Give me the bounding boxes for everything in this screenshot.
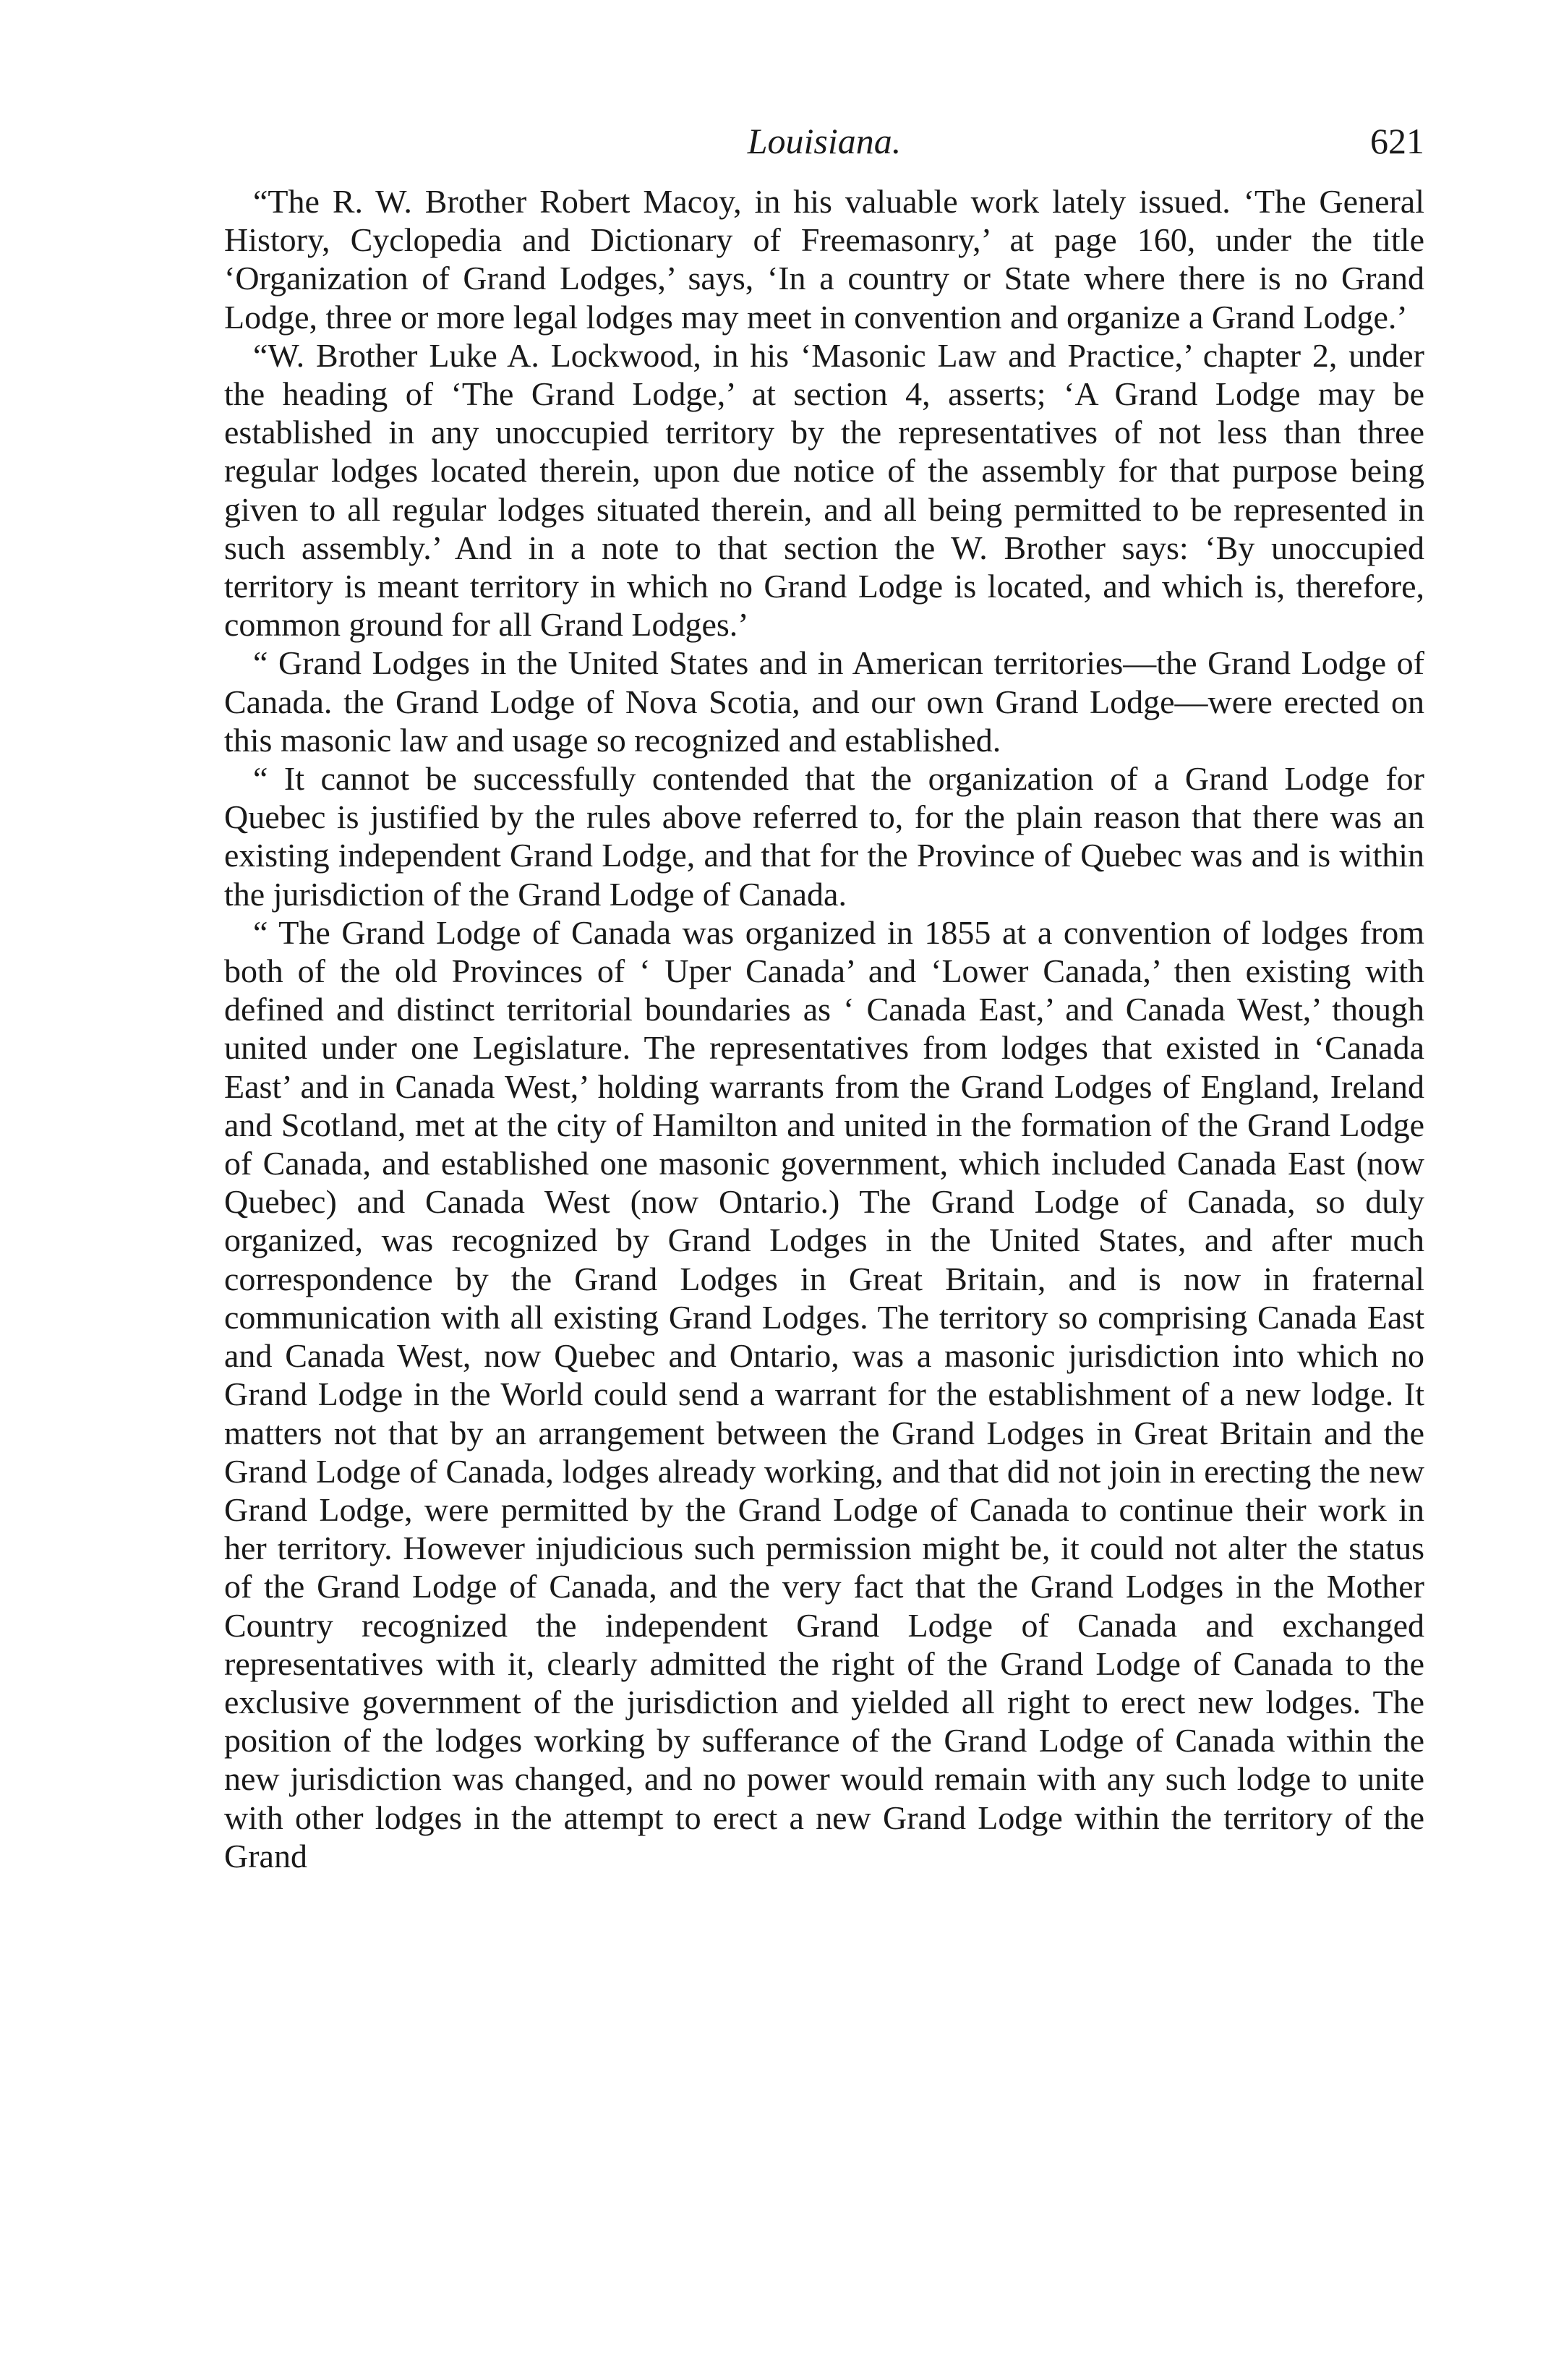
paragraph-canada-history: “ The Grand Lodge of Canada was organized in 1855 at a convention of lodges from both of the old Provinces of ‘ Uper Canada’ and ‘Lower Canada,’ then existing with defined and distinct territorial boundaries as ‘ Canada East,’ and Canada West,’ though united under one Legislature. The representatives from lodges that existed in ‘Canada East’ and in Canada West,’ holding warrants from the Grand Lodges of England, Ireland and Scotland, met at the city of Hamilton and united in the formation of the Grand Lodge of Canada, and established one masonic government, which included Canada East (now Quebec) and Canada West (now Ontario.) The Grand Lodge of Canada, so duly organized, was recognized by Grand Lodges in the United States, and after much correspondence by the Grand Lodges in Great Britain, and is now in fraternal communication with all existing Grand Lodges. The territory so comprising Canada East and Canada West, now Quebec and Ontario, was a masonic jurisdiction into which no Grand Lodge in the World could send a warrant for the establishment of a new lodge. It matters not that by an arrangement between the Grand Lodges in Great Britain and the Grand Lodge of Canada, lodges already working, and that did not join in erecting the new Grand Lodge, were permitted by the Grand Lodge of Canada to continue their work in her territory. However injudicious such permission might be, it could not alter the status of the Grand Lodge of Canada, and the very fact that the Grand Lodges in the Mother Country recognized the independent Grand Lodge of Canada and exchanged representatives with it, clearly admitted the right of the Grand Lodge of Canada to the exclusive government of the jurisdiction and yielded all right to erect new lodges. The position of the lodges working by sufferance of the Grand Lodge of Canada within the new jurisdiction was changed, and no power would remain with any such lodge to unite with other lodges in the attempt to erect a new Grand Lodge within the territory of the Grand xyxy=(224,913,1424,1874)
paragraph-quebec-argument: “ It cannot be successfully contended that the organization of a Grand Lodge for Quebec is justified by the rules above referred to, for the plain reason that there was an existing independent Grand Lodge, and that for the Province of Quebec was and is within the jurisdiction of the Grand Lodge of Canada. xyxy=(224,760,1424,913)
page-number: 621 xyxy=(1370,121,1424,161)
running-header xyxy=(224,116,1424,166)
paragraph-macoy: “The R. W. Brother Robert Macoy, in his valuable work lately issued. ‘The General History, Cyclopedia and Dictionary of Freemasonry,’ at page 160, under the title ‘Organization of Grand Lodges,’ says, ‘In a country or State where there is no Grand Lodge, three or more legal lodges may meet in convention and organize a Grand Lodge.’ xyxy=(224,183,1424,336)
paragraph-grand-lodges-america: “ Grand Lodges in the United States and in American territories—the Grand Lodge of Canada. the Grand Lodge of Nova Scotia, and our own Grand Lodge—were erected on this masonic law and usage so recognized and established. xyxy=(224,644,1424,759)
paragraph-lockwood: “W. Brother Luke A. Lockwood, in his ‘Masonic Law and Practice,’ chapter 2, under the heading of ‘The Grand Lodge,’ at section 4, asserts; ‘A Grand Lodge may be established in any unoccupied territory by the representatives of not less than three regular lodges located therein, upon due notice of the assembly for that purpose being given to all regular lodges situated therein, and all being permitted to be represented in such assembly.’ And in a note to that section the W. Brother says: ‘By unoccupied territory is meant territory in which no Grand Lodge is located, and which is, therefore, common ground for all Grand Lodges.’ xyxy=(224,336,1424,644)
running-title: Louisiana. xyxy=(747,121,902,161)
body-text xyxy=(224,182,1424,1875)
